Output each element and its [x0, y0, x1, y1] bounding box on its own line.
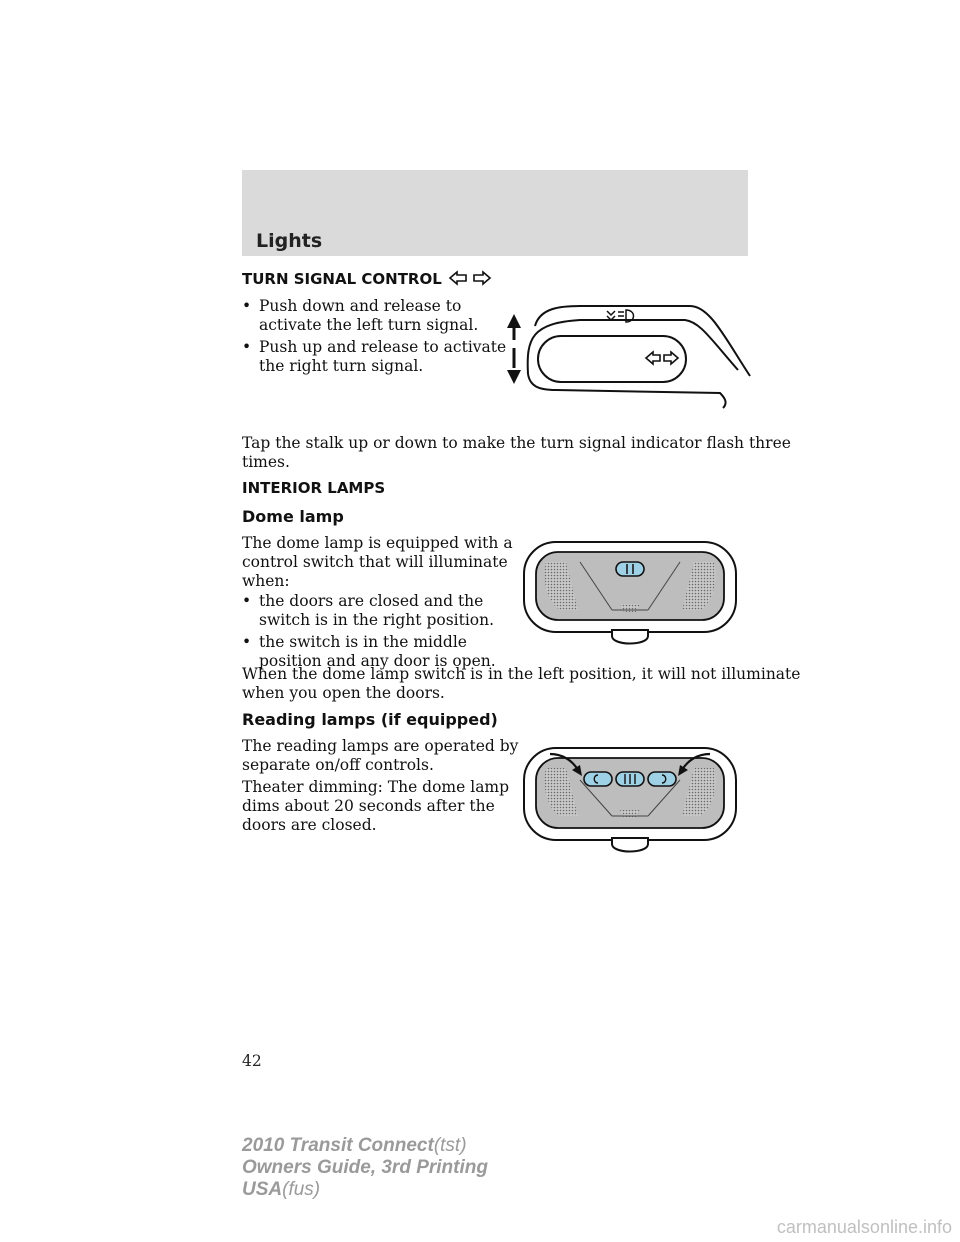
turn-signal-heading-text: TURN SIGNAL CONTROL: [242, 270, 442, 288]
bullet-dot: •: [242, 633, 252, 651]
bullet-dot: •: [242, 297, 252, 315]
dome-lamp-heading: Dome lamp: [242, 507, 344, 526]
dome-lamp-paragraph: When the dome lamp switch is in the left position, it will not illuminate when you open the doors.: [242, 665, 801, 702]
turn-signal-arrows-icon: [448, 270, 492, 286]
reading-lamps-heading: Reading lamps (if equipped): [242, 710, 498, 729]
section-header-band: [242, 170, 748, 256]
turn-signal-paragraph: Tap the stalk up or down to make the turn signal indicator flash three times.: [242, 434, 791, 471]
dome-lamp-intro: The dome lamp is equipped with a control switch that will illuminate when:: [242, 534, 513, 590]
watermark: carmanualsonline.info: [776, 1217, 952, 1237]
reading-lamps-paragraph-1: The reading lamps are operated by separate on/off controls.: [242, 737, 519, 774]
reading-lamps-illustration: [520, 740, 740, 858]
interior-lamps-heading: INTERIOR LAMPS: [242, 479, 386, 497]
bullet-dot: •: [242, 338, 252, 356]
section-title: Lights: [256, 230, 323, 252]
dome-lamp-illustration: [520, 538, 740, 648]
page-number: 42: [242, 1052, 262, 1070]
reading-lamps-paragraph-2: Theater dimming: The dome lamp dims about 20 seconds after the doors are closed.: [242, 778, 510, 834]
turn-signal-stalk-illustration: [500, 298, 754, 414]
turn-signal-heading: [242, 270, 492, 288]
document-footer: 2010 Transit Connect(tst) Owners Guide, 3rd Printing USA(fus): [242, 1135, 488, 1200]
bullet-dot: •: [242, 592, 252, 610]
